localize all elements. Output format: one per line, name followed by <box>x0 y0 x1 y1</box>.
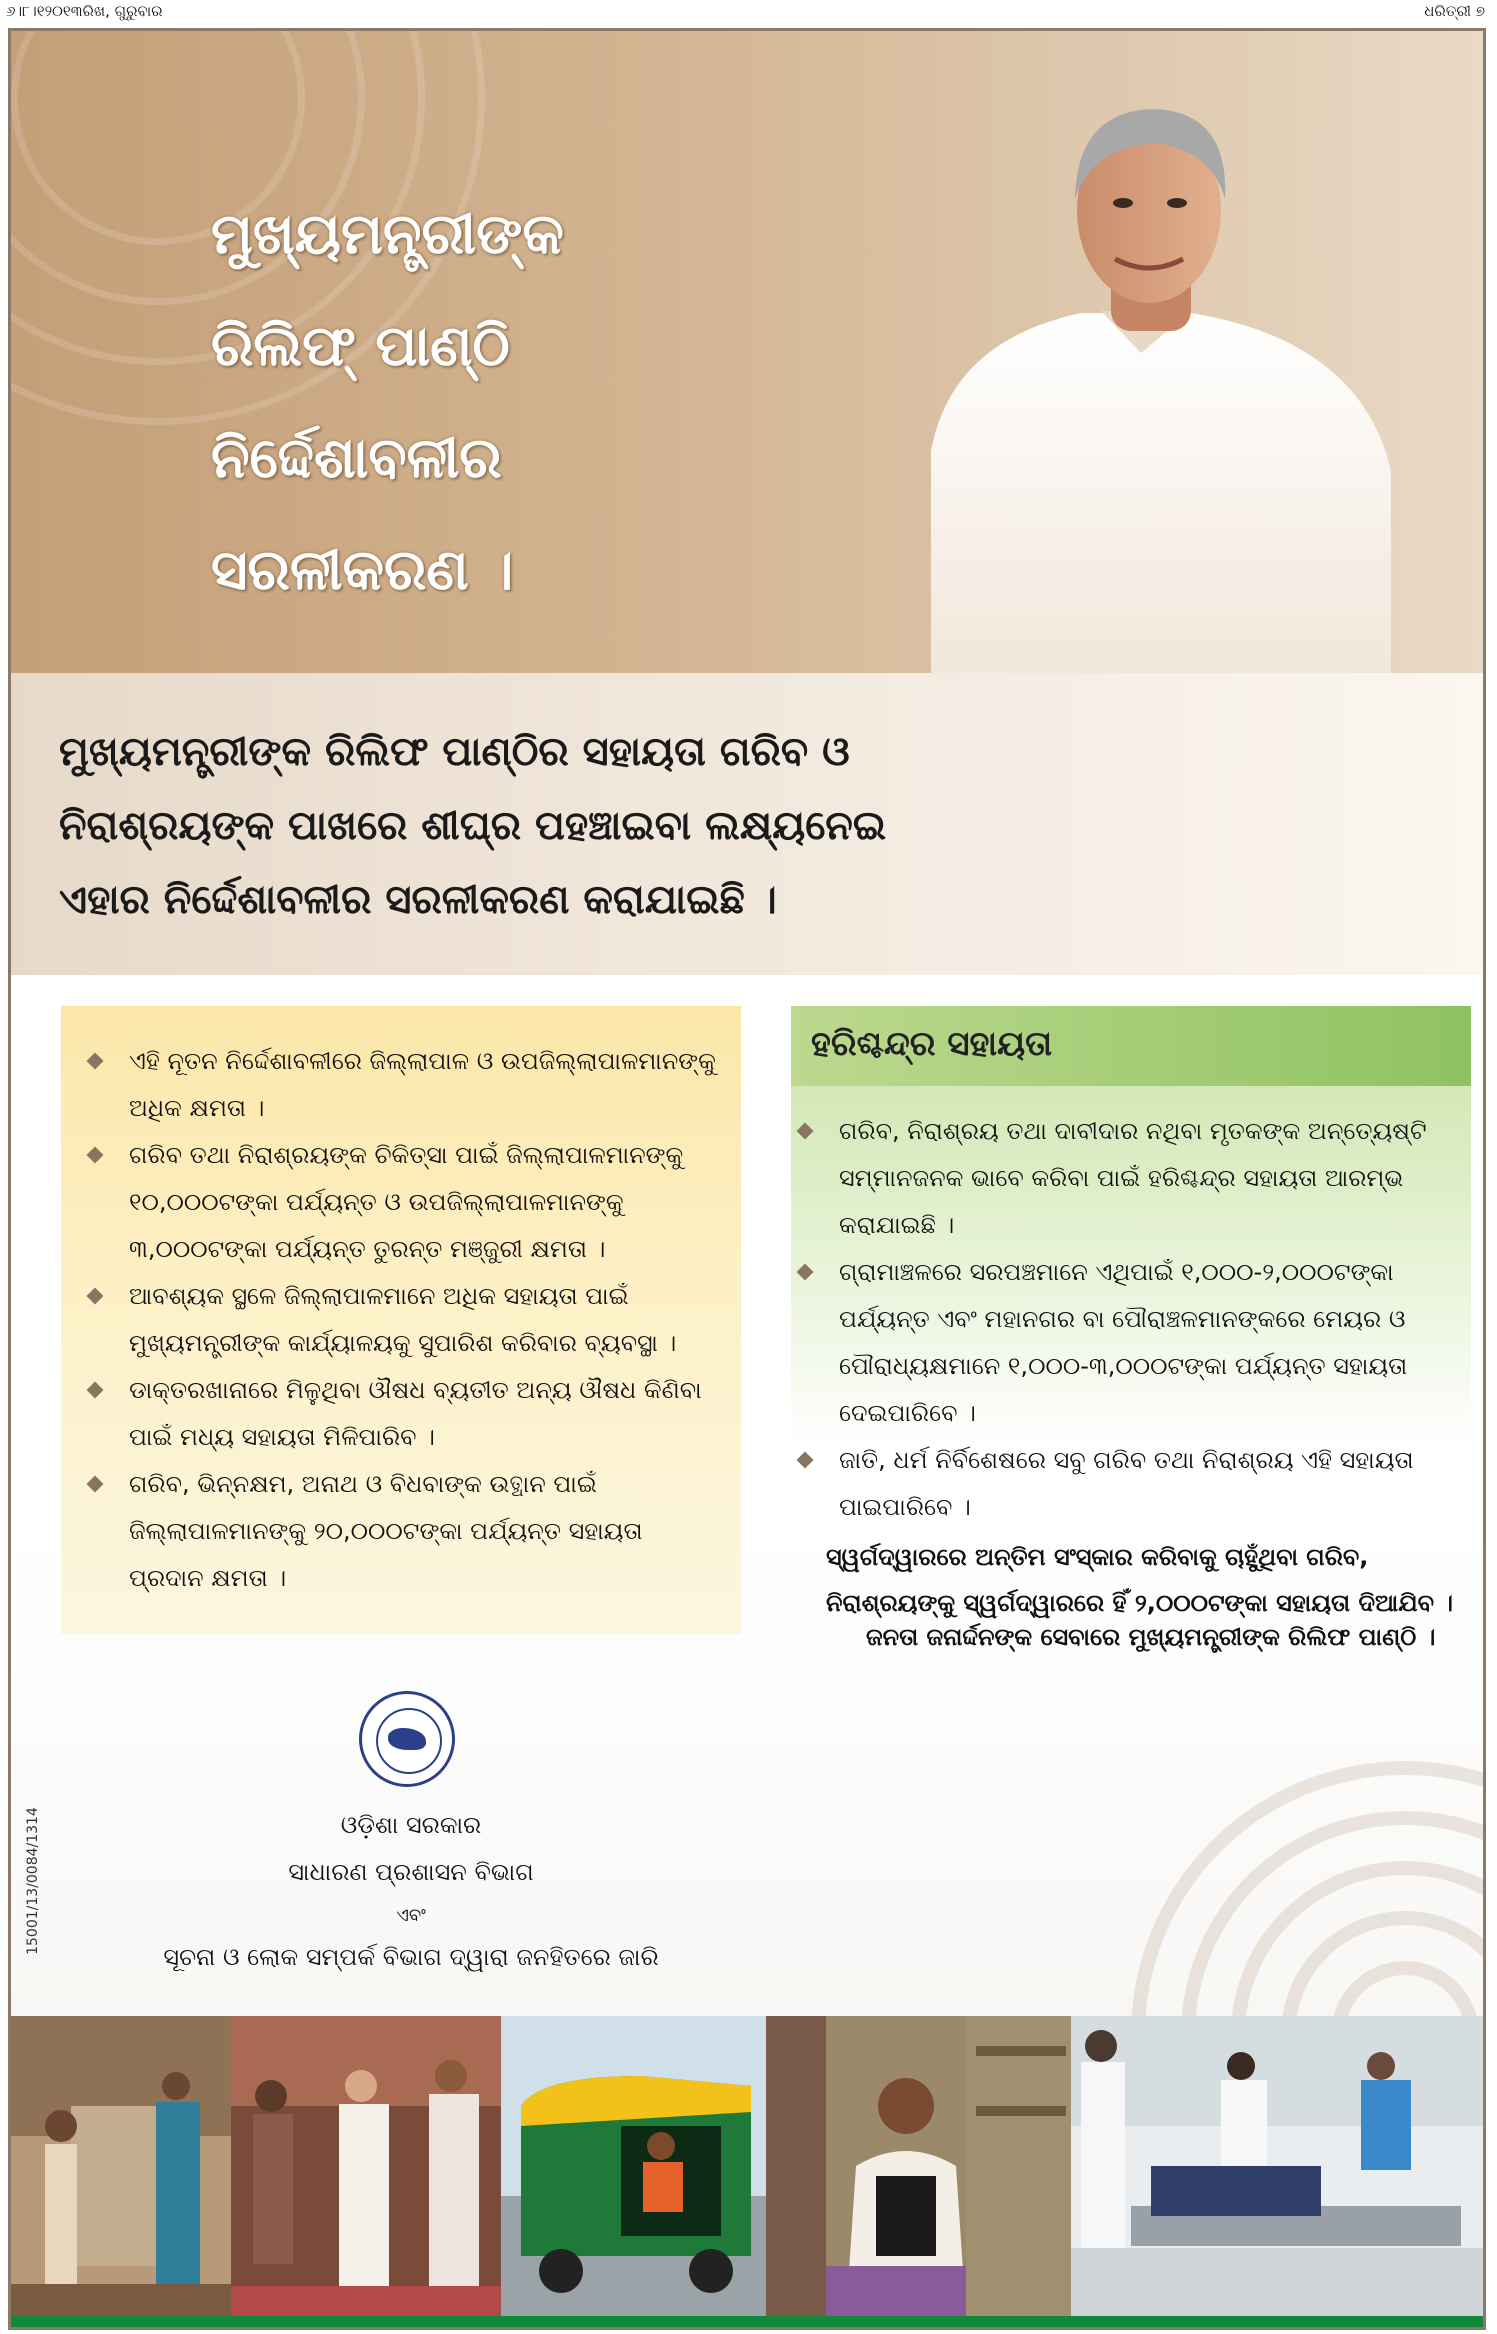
diamond-bullet-icon <box>797 1123 814 1140</box>
issuer-line-1: ଓଡ଼ିଶା ସରକାର <box>340 1811 482 1839</box>
intro-section <box>11 673 1483 975</box>
diamond-bullet-icon <box>87 1476 104 1493</box>
page-label: ଧରିତ୍ରୀ ୭ <box>1424 2 1485 20</box>
list-item-text: ଗରିବ ତଥା ନିରାଶ୍ରୟଙ୍କ ଚିକିତ୍ସା ପାଇଁ ଜିଲ୍ଲାପାଳମାନଙ୍କୁ ୧୦,୦୦୦ଟଙ୍କା ପର୍ଯ୍ୟନ୍ତ ଓ ଉପଜିଲ୍ଲାପାଳମାନଙ୍କୁ ୩,୦୦୦ଟଙ୍କା ପର୍ଯ୍ୟନ୍ତ ତୁରନ୍ତ ମଞ୍ଜୁରୀ କ୍ଷମତା । <box>129 1141 684 1263</box>
harishchandra-list <box>791 1108 1471 1531</box>
list-item-text: ଡାକ୍ତରଖାନାରେ ମିଳୁଥିବା ଔଷଧ ବ୍ୟତୀତ ଅନ୍ୟ ଔଷଧ କିଣିବା ପାଇଁ ମଧ୍ୟ ସହାୟତା ମିଳିପାରିବ । <box>129 1376 702 1451</box>
headline-line-4: ସରଳୀକରଣ । <box>211 538 514 603</box>
ad-code: 15001/13/0084/1314 <box>25 1807 41 1955</box>
hospital-photo <box>1071 2016 1483 2316</box>
intro-line-1: ମୁଖ୍ୟମନ୍ତ୍ରୀଙ୍କ ରିଲିଫ ପାଣ୍ଠିର ସହାୟତା ଗରିବ ଓ <box>59 729 850 775</box>
guidelines-list <box>81 1038 721 1602</box>
advertisement <box>8 28 1486 2330</box>
diamond-bullet-icon <box>87 1288 104 1305</box>
intro-text <box>59 715 886 937</box>
shop-woman-photo <box>766 2016 1071 2316</box>
list-item <box>81 1132 721 1273</box>
list-item-text: ଗ୍ରାମାଞ୍ଚଳରେ ସରପଞ୍ଚମାନେ ଏଥିପାଇଁ ୧,୦୦୦-୨,୦୦୦ଟଙ୍କା ପର୍ଯ୍ୟନ୍ତ ଏବଂ ମହାନଗର ବା ପୌରାଞ୍ଚଳମାନଙ୍କରେ ମେୟର ଓ ପୌରାଧ୍ୟକ୍ଷମାନେ ୧,୦୦୦-୩,୦୦୦ଟଙ୍କା ପର୍ଯ୍ୟନ୍ତ ସହାୟତା ଦେଇପାରିବେ । <box>839 1258 1408 1427</box>
swargadwar-note: ସ୍ୱର୍ଗଦ୍ୱାରରେ ଅନ୍ତିମ ସଂସ୍କାର କରିବାକୁ ଚାହୁଁଥିବା ଗରିବ, ନିରାଶ୍ରୟଙ୍କୁ ସ୍ୱର୍ଗଦ୍ୱାରରେ ହିଁ ୨,୦୦୦ଟଙ୍କା ସହାୟତା ଦିଆଯିବ । <box>826 1543 1454 1617</box>
photo-strip <box>11 2016 1483 2316</box>
intro-line-2: ନିରାଶ୍ରୟଙ୍କ ପାଖରେ ଶୀଘ୍ର ପହଞ୍ଚାଇବା ଲକ୍ଷ୍ୟନେଇ <box>59 803 887 849</box>
list-item <box>81 1038 721 1132</box>
bottom-green-bar <box>11 2316 1483 2330</box>
issuer-line-3: ଏବଂ <box>396 1905 426 1926</box>
odisha-govt-emblem-icon <box>359 1691 455 1787</box>
list-item-text: ଗରିବ, ନିରାଶ୍ରୟ ତଥା ଦାବୀଦାର ନଥିବା ମୃତକଙ୍କ ଅନ୍ତ୍ୟେଷ୍ଟି ସମ୍ମାନଜନକ ଭାବେ କରିବା ପାଇଁ ହରିଶ୍ଚନ୍ଦ୍ର ସହାୟତା ଆରମ୍ଭ କରାଯାଇଛି । <box>839 1117 1427 1239</box>
issuer-line-2: ସାଧାରଣ ପ୍ରଶାସନ ବିଭାଗ <box>288 1858 534 1886</box>
list-item-text: ଜାତି, ଧର୍ମ ନିର୍ବିଶେଷରେ ସବୁ ଗରିବ ତଥା ନିରାଶ୍ରୟ ଏହି ସହାୟତା ପାଇପାରିବେ । <box>839 1446 1414 1521</box>
list-item <box>791 1437 1471 1531</box>
headline-title <box>211 179 564 627</box>
newspaper-page-header <box>0 0 1497 26</box>
diamond-bullet-icon <box>797 1452 814 1469</box>
relief-guidelines-box <box>61 1006 741 1634</box>
village-photo <box>11 2016 231 2316</box>
headline-line-1: ମୁଖ୍ୟମନ୍ତ୍ରୀଙ୍କ <box>211 202 564 267</box>
auto-rickshaw-photo <box>501 2016 766 2316</box>
list-item <box>81 1273 721 1367</box>
headline-line-3: ନିର୍ଦ୍ଦେଶାବଳୀର <box>211 426 502 491</box>
headline-line-2: ରିଲିଫ୍ ପାଣ୍ଠି <box>211 314 510 379</box>
harishchandra-heading: ହରିଶ୍ଚନ୍ଦ୍ର ସହାୟତା <box>811 1024 1053 1064</box>
diamond-bullet-icon <box>87 1053 104 1070</box>
diamond-bullet-icon <box>797 1264 814 1281</box>
decor-rings <box>831 1611 1486 2031</box>
list-item-text: ଗରିବ, ଭିନ୍ନକ୍ଷମ, ଅନାଥ ଓ ବିଧବାଙ୍କ ଉତ୍ଥାନ ପାଇଁ ଜିଲ୍ଲାପାଳମାନଙ୍କୁ ୨୦,୦୦୦ଟଙ୍କା ପର୍ଯ୍ୟନ୍ତ ସହାୟତା ପ୍ରଦାନ କ୍ଷମତା । <box>129 1470 643 1592</box>
issuer-line-4: ସୂଚନା ଓ ଲୋକ ସମ୍ପର୍କ ବିଭାଗ ଦ୍ୱାରା ଜନହିତରେ ଜାରି <box>163 1943 659 1971</box>
chief-minister-photo <box>891 91 1411 683</box>
headline-banner <box>11 31 1483 673</box>
list-item <box>81 1367 721 1461</box>
harishchandra-header <box>791 1006 1471 1086</box>
diamond-bullet-icon <box>87 1147 104 1164</box>
relief-distribution-photo <box>231 2016 501 2316</box>
list-item <box>791 1108 1471 1249</box>
tagline: ଜନତା ଜନାର୍ଦ୍ଦନଙ୍କ ସେବାରେ ମୁଖ୍ୟମନ୍ତ୍ରୀଙ୍କ ରିଲିଫ ପାଣ୍ଠି । <box>866 1623 1436 1651</box>
list-item-text: ଏହି ନୂତନ ନିର୍ଦ୍ଦେଶାବଳୀରେ ଜିଲ୍ଲାପାଳ ଓ ଉପଜିଲ୍ଲାପାଳମାନଙ୍କୁ ଅଧିକ କ୍ଷମତା । <box>129 1047 716 1122</box>
diamond-bullet-icon <box>87 1382 104 1399</box>
list-item <box>81 1461 721 1602</box>
date-line: ୬।୮।୧୨୦୧୩ରିଖ, ଗୁରୁବାର <box>6 2 163 20</box>
list-item <box>791 1249 1471 1437</box>
list-item-text: ଆବଶ୍ୟକ ସ୍ଥଳେ ଜିଲ୍ଲାପାଳମାନେ ଅଧିକ ସହାୟତା ପାଇଁ ମୁଖ୍ୟମନ୍ତ୍ରୀଙ୍କ କାର୍ଯ୍ୟାଳୟକୁ ସୁପାରିଶ କରିବାର ବ୍ୟବସ୍ଥା । <box>129 1282 677 1357</box>
intro-line-3: ଏହାର ନିର୍ଦ୍ଦେଶାବଳୀର ସରଳୀକରଣ କରାଯାଇଛି । <box>59 877 777 923</box>
